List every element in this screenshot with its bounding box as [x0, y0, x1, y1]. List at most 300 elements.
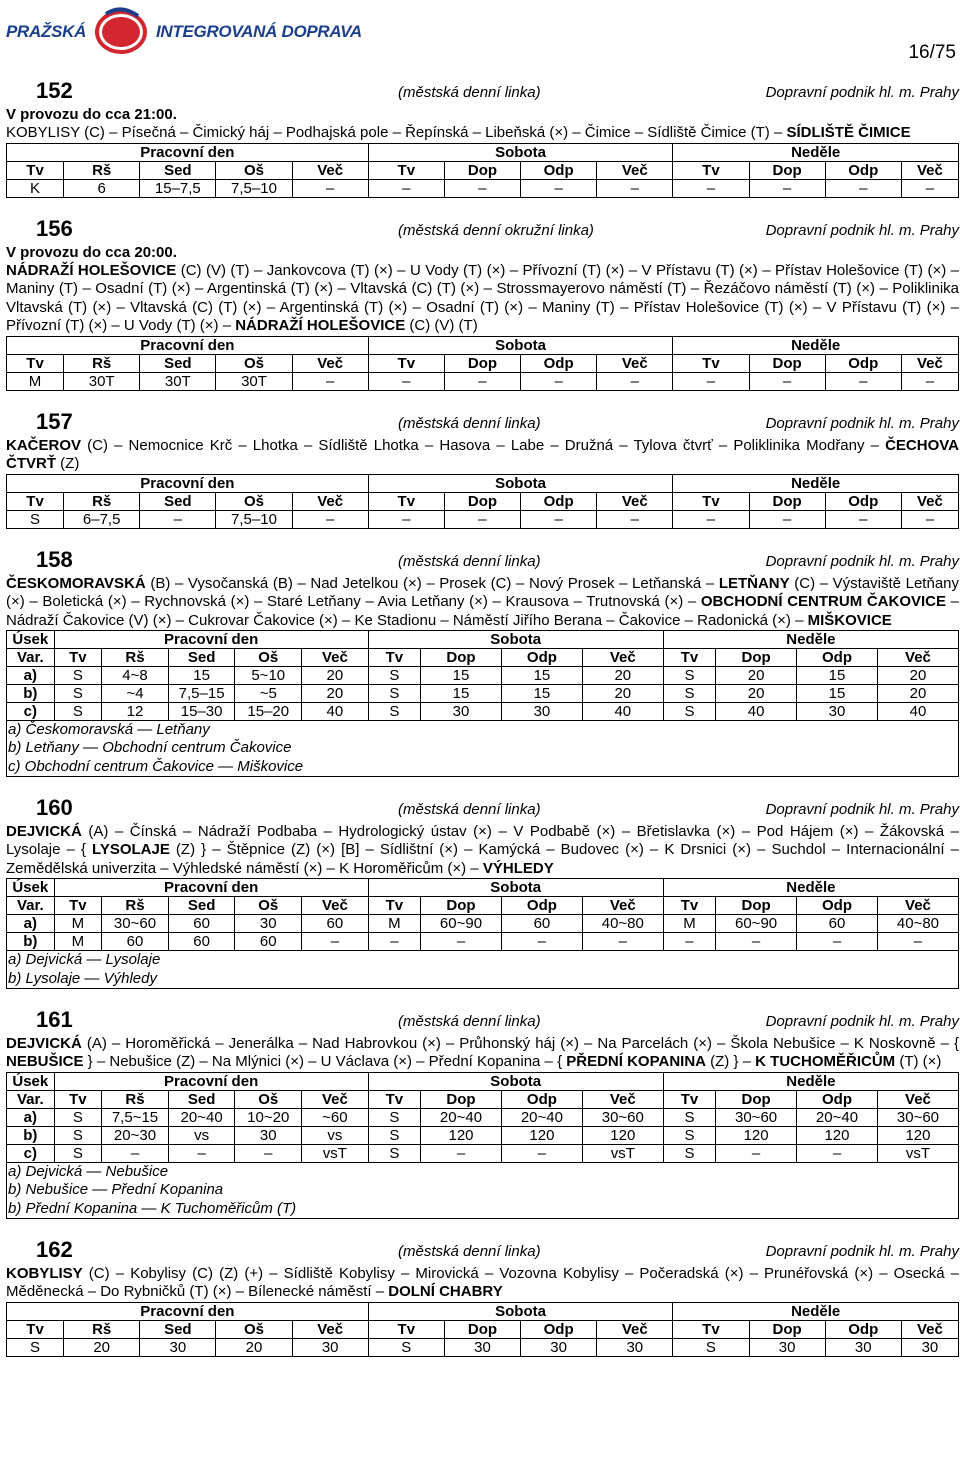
headway-cell: S: [663, 1126, 715, 1144]
period-header: Tv: [7, 1320, 64, 1338]
period-header: Rš: [64, 354, 140, 372]
line-type: (městská denní linka): [398, 84, 541, 101]
headway-cell: 60: [302, 915, 369, 933]
headway-row: [7, 703, 959, 721]
period-header-row: [7, 492, 959, 510]
period-header: Dop: [716, 649, 797, 667]
headway-row: [7, 179, 959, 197]
section-gap: [6, 529, 959, 543]
headway-cell: –: [582, 933, 663, 951]
headway-cell: –: [797, 1144, 878, 1162]
line-number: 157: [36, 408, 73, 434]
headway-cell: –: [825, 179, 901, 197]
headway-cell: 7,5–10: [216, 179, 292, 197]
timetable-list: [6, 74, 959, 1357]
service-note: V provozu do cca 20:00.: [6, 243, 177, 261]
period-header: Rš: [64, 161, 140, 179]
period-header: Več: [582, 649, 663, 667]
period-header: Več: [877, 1090, 958, 1108]
headway-cell: –: [673, 179, 749, 197]
section-gap: [6, 198, 959, 212]
line-type: (městská denní linka): [398, 414, 541, 432]
headway-cell: –: [749, 510, 825, 528]
route-description: KOBYLISY (C) – Písečná – Čimický háj – Podhajská pole – Řepínská – Libeňská (×) – Čimice – Sídliště Čimice (T) – SÍDLIŠTĚ ČIMICE: [6, 124, 911, 141]
saturday-header: Sobota: [368, 631, 663, 649]
period-header: Odp: [797, 897, 878, 915]
headway-table: [6, 878, 959, 951]
headway-cell: –: [421, 1144, 502, 1162]
period-header: Tv: [368, 161, 444, 179]
period-header: Dop: [444, 1320, 520, 1338]
headway-cell: 120: [797, 1126, 878, 1144]
line-number: 158: [36, 546, 73, 572]
headway-cell: 30: [901, 1338, 958, 1356]
headway-cell: –: [501, 933, 582, 951]
line-section-160: [6, 777, 959, 989]
headway-cell: 30: [749, 1338, 825, 1356]
headway-cell: 120: [421, 1126, 502, 1144]
headway-table: [6, 474, 959, 529]
headway-cell: 60~90: [421, 915, 502, 933]
period-header: Dop: [444, 161, 520, 179]
line-number: 161: [36, 1006, 73, 1032]
line-header: [6, 76, 959, 106]
line-header: [6, 1005, 959, 1035]
headway-cell: S: [663, 685, 715, 703]
headway-cell: vs: [168, 1126, 235, 1144]
line-number: 162: [36, 1236, 73, 1262]
period-header: Sed: [168, 1090, 235, 1108]
pid-logo: [6, 4, 426, 60]
period-header: Tv: [663, 1090, 715, 1108]
headway-cell: 20: [302, 667, 369, 685]
headway-cell: 20: [216, 1338, 292, 1356]
sunday-header: Neděle: [673, 474, 959, 492]
period-header: Dop: [421, 649, 502, 667]
headway-cell: –: [901, 179, 958, 197]
period-header: Oš: [235, 897, 302, 915]
period-header: Sed: [140, 492, 216, 510]
headway-row: [7, 915, 959, 933]
headway-cell: 20: [64, 1338, 140, 1356]
line-operator: Dopravní podnik hl. m. Prahy: [765, 552, 959, 570]
period-header: Tv: [7, 354, 64, 372]
headway-cell: 30~60: [582, 1108, 663, 1126]
headway-cell: 30: [421, 703, 502, 721]
period-header: Tv: [54, 1090, 102, 1108]
headway-cell: –: [901, 372, 958, 390]
line-section-156: [6, 198, 959, 391]
period-header: Rš: [64, 492, 140, 510]
headway-cell: 15: [797, 685, 878, 703]
headway-row: [7, 372, 959, 390]
period-header: Rš: [102, 649, 169, 667]
line-section-158: [6, 529, 959, 777]
period-header: Več: [597, 161, 673, 179]
period-header: Več: [582, 1090, 663, 1108]
headway-cell: ~5: [235, 685, 302, 703]
period-header: Dop: [749, 354, 825, 372]
period-header: Odp: [501, 897, 582, 915]
period-header: Oš: [235, 1090, 302, 1108]
line-number: 152: [36, 78, 73, 103]
period-header: Tv: [7, 492, 64, 510]
period-header: Sed: [168, 897, 235, 915]
headway-cell: M: [54, 915, 102, 933]
sunday-header: Neděle: [663, 1072, 958, 1090]
period-header: Tv: [673, 161, 749, 179]
period-header: Več: [292, 1320, 368, 1338]
period-header: Oš: [216, 1320, 292, 1338]
period-header-row: [7, 1320, 959, 1338]
headway-cell: –: [302, 933, 369, 951]
period-header: Odp: [521, 161, 597, 179]
headway-cell: –: [716, 1144, 797, 1162]
headway-cell: M: [368, 915, 420, 933]
headway-cell: 40~80: [582, 915, 663, 933]
headway-cell: 120: [582, 1126, 663, 1144]
headway-cell: S: [54, 1126, 102, 1144]
period-header-row: [7, 1090, 959, 1108]
legend-item: b) Lysolaje — Výhledy: [8, 969, 157, 987]
headway-cell: 30: [235, 915, 302, 933]
period-header: Več: [877, 897, 958, 915]
headway-cell: 15–20: [235, 703, 302, 721]
period-header-row: [7, 354, 959, 372]
headway-cell: 15: [797, 667, 878, 685]
line-number: 160: [36, 794, 73, 820]
headway-cell: b): [7, 685, 55, 703]
headway-cell: ~60: [302, 1108, 369, 1126]
headway-row: [7, 667, 959, 685]
line-header: [6, 214, 959, 244]
headway-cell: K: [7, 179, 64, 197]
period-header: Tv: [663, 649, 715, 667]
period-header: Več: [302, 897, 369, 915]
headway-cell: S: [368, 1126, 420, 1144]
period-header: Tv: [673, 1320, 749, 1338]
headway-cell: 7,5–10: [216, 510, 292, 528]
line-header: [6, 407, 959, 437]
headway-cell: –: [825, 372, 901, 390]
period-header: Sed: [140, 1320, 216, 1338]
saturday-header: Sobota: [368, 474, 673, 492]
headway-cell: –: [421, 933, 502, 951]
route-description: DEJVICKÁ (A) – Horoměřická – Jenerálka – Nad Habrovkou (×) – Průhonský háj (×) – Na Parcelách (×) – Škola Nebušice – K Noskovně – { NEBUŠICE } – Nebušice (Z) – Na Mlýnici (×) – U Václava (×) – Přední Kopanina – { PŘEDNÍ KOPANINA (Z) } – K TUCHOMĚŘICŮM (T) (×): [6, 1034, 959, 1071]
period-header: Odp: [825, 354, 901, 372]
headway-cell: 30: [235, 1126, 302, 1144]
section-gap: [6, 989, 959, 1003]
headway-cell: –: [501, 1144, 582, 1162]
period-header: Odp: [825, 492, 901, 510]
headway-table: [6, 630, 959, 721]
headway-cell: 60: [168, 933, 235, 951]
line-section-162: [6, 1219, 959, 1357]
route-description: KAČEROV (C) – Nemocnice Krč – Lhotka – Sídliště Lhotka – Hasova – Labe – Družná – Tylova čtvrť – Poliklinika Modřany – ČECHOVA ČTVRŤ (Z): [6, 436, 959, 472]
headway-cell: 15–7,5: [140, 179, 216, 197]
period-header-row: [7, 897, 959, 915]
variant-label: Var.: [7, 1090, 55, 1108]
period-header: Odp: [797, 649, 878, 667]
headway-cell: vsT: [582, 1144, 663, 1162]
logo-text-right: INTEGROVANÁ DOPRAVA: [156, 22, 362, 41]
headway-table: [6, 143, 959, 198]
headway-row: [7, 685, 959, 703]
headway-cell: 40: [877, 703, 958, 721]
headway-row: [7, 1338, 959, 1356]
line-header: [6, 545, 959, 575]
headway-cell: S: [54, 1144, 102, 1162]
headway-cell: 15–30: [168, 703, 235, 721]
period-header: Odp: [797, 1090, 878, 1108]
legend-item: b) Nebušice — Přední Kopanina: [8, 1181, 224, 1199]
headway-cell: 20: [582, 667, 663, 685]
headway-cell: –: [444, 372, 520, 390]
headway-cell: 20: [302, 685, 369, 703]
period-header: Tv: [673, 354, 749, 372]
weekday-header: Pracovní den: [7, 474, 369, 492]
period-header: Sed: [140, 161, 216, 179]
period-header: Odp: [501, 649, 582, 667]
headway-cell: S: [368, 1144, 420, 1162]
headway-cell: 6–7,5: [64, 510, 140, 528]
headway-cell: 20: [877, 667, 958, 685]
period-header: Tv: [673, 492, 749, 510]
period-header: Dop: [421, 1090, 502, 1108]
sunday-header: Neděle: [673, 336, 959, 354]
period-header: Odp: [501, 1090, 582, 1108]
headway-cell: S: [368, 1338, 444, 1356]
period-header: Dop: [421, 897, 502, 915]
headway-cell: 60~90: [716, 915, 797, 933]
headway-cell: 20~40: [168, 1108, 235, 1126]
headway-cell: 30: [521, 1338, 597, 1356]
route-description: DEJVICKÁ (A) – Čínská – Nádraží Podbaba – Hydrologický ústav (×) – V Podbabě (×) – Břetislavka (×) – Pod Hájem (×) – Žákovská – Lysolaje – { LYSOLAJE (Z) } – Štěpnice (Z) (×) [B] – Sídlištní (×) – Kamýcká – Budovec (×) – K Drsnici (×) – Suchdol – Internacionální – Zemědělská univerzita – Výhledské náměstí (×) – K Horoměřicům (×) – VÝHLEDY: [6, 822, 959, 877]
headway-cell: 20~40: [501, 1108, 582, 1126]
legend-item: a) Dejvická — Lysolaje: [8, 951, 161, 969]
headway-row: [7, 1144, 959, 1162]
headway-cell: 40~80: [877, 915, 958, 933]
period-header: Odp: [521, 1320, 597, 1338]
headway-row: [7, 510, 959, 528]
headway-cell: –: [140, 510, 216, 528]
headway-cell: 60: [501, 915, 582, 933]
legend-item: b) Letňany — Obchodní centrum Čakovice: [8, 739, 292, 757]
legend-item: c) Obchodní centrum Čakovice — Miškovice: [8, 757, 304, 775]
headway-table: [6, 1302, 959, 1357]
route-description: NÁDRAŽÍ HOLEŠOVICE (C) (V) (T) – Jankovcova (T) (×) – U Vody (T) (×) – Přívozní (T) (×) – V Přístavu (T) (×) – Přístav Holešovice (T) (×) – Maniny (T) – Osadní (T) (×) – Argentinská (T) (×) – Vltavská (C) (T) (×) – Strossmayerovo náměstí (T) – Řezáčovo náměstí (T) (×) – Poliklinika Vltavská (T) (×) – Vltavská (C) (T) (×) – Argentinská (T) (×) – Osadní (T) (×) – Maniny (T) – Přístav Holešovice (T) (×) – V Přístavu (T) (×) – Přívozní (T) (×) – U Vody (T) (×) – NÁDRAŽÍ HOLEŠOVICE (C) (V) (T): [6, 261, 959, 334]
headway-cell: 60: [235, 933, 302, 951]
legend-item: a) Dejvická — Nebušice: [8, 1162, 169, 1180]
line-section-161: [6, 989, 959, 1219]
headway-cell: –: [292, 510, 368, 528]
headway-cell: 20: [716, 685, 797, 703]
saturday-header: Sobota: [368, 1302, 673, 1320]
headway-cell: –: [797, 933, 878, 951]
headway-cell: –: [521, 510, 597, 528]
headway-cell: 30: [501, 703, 582, 721]
period-header: Dop: [716, 897, 797, 915]
pid-badge-icon: [92, 6, 150, 56]
headway-cell: –: [368, 179, 444, 197]
headway-cell: vs: [302, 1126, 369, 1144]
period-header: Več: [292, 161, 368, 179]
headway-cell: a): [7, 915, 55, 933]
headway-cell: 20: [716, 667, 797, 685]
headway-cell: b): [7, 933, 55, 951]
headway-cell: –: [673, 372, 749, 390]
headway-cell: 20~40: [421, 1108, 502, 1126]
headway-cell: S: [663, 703, 715, 721]
section-gap: [6, 1219, 959, 1233]
line-section-157: [6, 391, 959, 529]
headway-cell: –: [673, 510, 749, 528]
weekday-header: Pracovní den: [7, 336, 369, 354]
headway-cell: –: [368, 933, 420, 951]
saturday-header: Sobota: [368, 143, 673, 161]
weekday-header: Pracovní den: [7, 143, 369, 161]
headway-cell: 30: [140, 1338, 216, 1356]
headway-cell: 4~8: [102, 667, 169, 685]
headway-cell: 60: [168, 915, 235, 933]
saturday-header: Sobota: [368, 879, 663, 897]
headway-row: [7, 933, 959, 951]
headway-cell: vsT: [302, 1144, 369, 1162]
headway-cell: M: [663, 915, 715, 933]
headway-cell: 30: [292, 1338, 368, 1356]
line-operator: Dopravní podnik hl. m. Prahy: [765, 84, 959, 101]
headway-cell: –: [597, 179, 673, 197]
day-group-row: [7, 631, 959, 649]
sunday-header: Neděle: [663, 631, 958, 649]
headway-cell: 6: [64, 179, 140, 197]
period-header: Več: [292, 492, 368, 510]
headway-cell: –: [521, 179, 597, 197]
headway-cell: c): [7, 1144, 55, 1162]
headway-cell: 40: [302, 703, 369, 721]
headway-row: [7, 1108, 959, 1126]
period-header: Oš: [216, 354, 292, 372]
variant-label: Var.: [7, 897, 55, 915]
sunday-header: Neděle: [673, 143, 959, 161]
period-header: Oš: [216, 161, 292, 179]
line-operator: Dopravní podnik hl. m. Prahy: [765, 1242, 959, 1260]
period-header: Sed: [168, 649, 235, 667]
period-header-row: [7, 649, 959, 667]
legend-item: a) Českomoravská — Letňany: [8, 721, 210, 738]
line-number: 156: [36, 215, 73, 241]
period-header: Dop: [749, 1320, 825, 1338]
headway-cell: –: [716, 933, 797, 951]
line-type: (městská denní linka): [398, 1242, 541, 1260]
weekday-header: Pracovní den: [54, 879, 368, 897]
headway-cell: M: [7, 372, 64, 390]
logo-text-left: PRAŽSKÁ: [6, 22, 87, 41]
period-header: Odp: [825, 161, 901, 179]
period-header-row: [7, 161, 959, 179]
headway-cell: –: [521, 372, 597, 390]
variant-legend: [6, 721, 959, 777]
headway-table: [6, 336, 959, 391]
line-section-152: [6, 76, 959, 198]
sunday-header: Neděle: [673, 1302, 959, 1320]
period-header: Več: [292, 354, 368, 372]
day-group-row: [7, 336, 959, 354]
headway-cell: 30: [797, 703, 878, 721]
period-header: Rš: [102, 1090, 169, 1108]
period-header: Več: [901, 161, 958, 179]
headway-cell: 60: [102, 933, 169, 951]
section-gap: [6, 391, 959, 405]
sunday-header: Neděle: [663, 879, 958, 897]
line-operator: Dopravní podnik hl. m. Prahy: [765, 221, 959, 239]
headway-cell: vsT: [877, 1144, 958, 1162]
headway-cell: a): [7, 1108, 55, 1126]
period-header: Tv: [54, 649, 102, 667]
headway-cell: 120: [501, 1126, 582, 1144]
line-type: (městská denní linka): [398, 1012, 541, 1030]
headway-cell: –: [749, 372, 825, 390]
headway-cell: 20: [877, 685, 958, 703]
line-type: (městská denní linka): [398, 800, 541, 818]
period-header: Odp: [521, 492, 597, 510]
line-operator: Dopravní podnik hl. m. Prahy: [765, 1012, 959, 1030]
line-header: [6, 793, 959, 823]
headway-cell: S: [663, 667, 715, 685]
headway-cell: –: [901, 510, 958, 528]
headway-cell: S: [54, 1108, 102, 1126]
headway-cell: 5~10: [235, 667, 302, 685]
section-label: Úsek: [7, 879, 55, 897]
page-number: 16/75: [908, 42, 956, 63]
headway-cell: 15: [168, 667, 235, 685]
headway-cell: S: [54, 703, 102, 721]
line-type: (městská denní okružní linka): [398, 221, 594, 239]
route-description: ČESKOMORAVSKÁ (B) – Vysočanská (B) – Nad Jetelkou (×) – Prosek (C) – Nový Prosek – Letňanská – LETŇANY (C) – Výstaviště Letňany (×) – Boletická (×) – Rychnovská (×) – Staré Letňany – Avia Letňany (×) – Krausova – Trutnovská (×) – OBCHODNÍ CENTRUM ČAKOVICE – Nádraží Čakovice (V) (×) – Cukrovar Čakovice (×) – Ke Stadionu – Náměstí Jiřího Berana – Čakovice – Radonická (×) – MIŠKOVICE: [6, 574, 959, 629]
section-label: Úsek: [7, 1072, 55, 1090]
headway-cell: M: [54, 933, 102, 951]
saturday-header: Sobota: [368, 1072, 663, 1090]
headway-cell: –: [292, 372, 368, 390]
headway-cell: S: [7, 1338, 64, 1356]
headway-table: [6, 1072, 959, 1163]
headway-cell: 15: [501, 685, 582, 703]
headway-cell: –: [235, 1144, 302, 1162]
saturday-header: Sobota: [368, 336, 673, 354]
variant-legend: [6, 1163, 959, 1219]
headway-cell: 120: [716, 1126, 797, 1144]
headway-cell: b): [7, 1126, 55, 1144]
period-header: Oš: [235, 649, 302, 667]
day-group-row: [7, 879, 959, 897]
headway-cell: 20~40: [797, 1108, 878, 1126]
period-header: Rš: [102, 897, 169, 915]
headway-cell: –: [168, 1144, 235, 1162]
headway-cell: S: [368, 1108, 420, 1126]
headway-row: [7, 1126, 959, 1144]
headway-cell: 30~60: [716, 1108, 797, 1126]
line-type: (městská denní linka): [398, 552, 541, 570]
period-header: Oš: [216, 492, 292, 510]
period-header: Tv: [368, 649, 420, 667]
headway-cell: S: [54, 685, 102, 703]
period-header: Dop: [749, 161, 825, 179]
period-header: Več: [597, 1320, 673, 1338]
headway-cell: 30: [597, 1338, 673, 1356]
headway-cell: S: [368, 685, 420, 703]
headway-cell: –: [368, 510, 444, 528]
period-header: Več: [901, 354, 958, 372]
